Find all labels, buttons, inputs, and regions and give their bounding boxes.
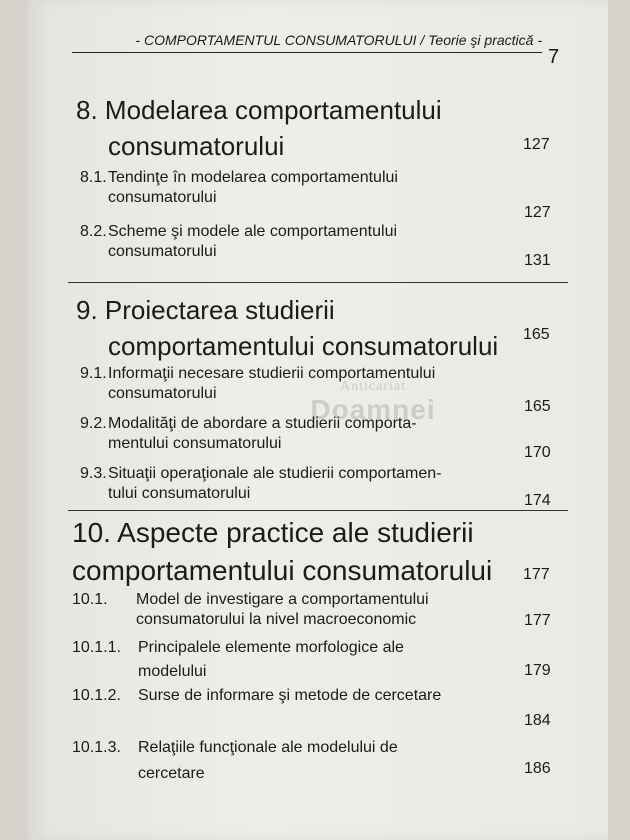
- toc-entry-10-1: [72, 590, 484, 630]
- section-title-line2: cercetare: [138, 765, 205, 782]
- running-header: - COMPORTAMENTUL CONSUMATORULUI / Teorie şi practică -: [135, 32, 542, 48]
- section-title-line2: consumatorului: [108, 243, 217, 260]
- section-9-2-page: 170: [524, 444, 551, 461]
- chapter-10-title-line1: 10. Aspecte practice ale studierii: [72, 517, 474, 548]
- section-number: 8.1.: [80, 169, 107, 186]
- section-title-line2: tului consumatorului: [108, 485, 251, 502]
- chapter-8-page: 127: [523, 136, 550, 153]
- watermark-main-text: Doamnei: [310, 394, 436, 425]
- section-10-1-2-page: 184: [524, 712, 551, 729]
- chapter-9-page: 165: [523, 326, 550, 343]
- section-number: 9.2.: [80, 415, 107, 432]
- chapter-10-title-line2: comportamentului consumatorului: [72, 555, 493, 586]
- section-title-line1: Informaţii necesare studierii comportamentului: [108, 365, 436, 382]
- toc-entry-10-1-1: [72, 638, 484, 682]
- section-title-line1: Relaţiile funcţionale ale modelului de: [138, 739, 398, 756]
- toc-entry-10-1-2: [72, 686, 484, 706]
- section-number: 8.2.: [80, 223, 107, 240]
- section-number: 10.1.2.: [72, 687, 121, 704]
- section-number: 9.3.: [80, 465, 107, 482]
- section-number: 10.1.3.: [72, 739, 121, 756]
- toc-entry-8-2: [80, 222, 485, 262]
- section-10-1-1-page: 179: [524, 662, 551, 679]
- watermark-top-text: Anticariat: [340, 379, 406, 394]
- section-8-1-page: 127: [524, 204, 551, 221]
- section-9-3-page: 174: [524, 492, 551, 509]
- header-rule: [72, 52, 542, 53]
- section-title-line1: Model de investigare a comportamentului: [136, 591, 429, 608]
- toc-entry-9-2: [80, 414, 485, 454]
- section-title-line1: Surse de informare şi metode de cercetare: [138, 687, 442, 704]
- chapter-9-title-line1: 9. Proiectarea studierii: [76, 295, 335, 325]
- chapter-divider: [68, 510, 568, 511]
- chapter-9-title: [76, 292, 506, 364]
- section-number: 10.1.: [72, 591, 108, 608]
- chapter-8-title: [76, 92, 506, 164]
- chapter-10-page: 177: [523, 566, 550, 583]
- section-title-line1: Scheme şi modele ale comportamentului: [108, 223, 398, 240]
- section-title-line1: Modalităţi de abordare a studierii comporta-: [108, 415, 417, 432]
- section-title-line2: consumatorului la nivel macroeconomic: [136, 611, 417, 628]
- section-number: 9.1.: [80, 365, 107, 382]
- toc-entry-9-3: [80, 464, 485, 504]
- section-title-line1: Principalele elemente morfologice ale: [138, 639, 404, 656]
- chapter-10-title: [72, 514, 512, 590]
- section-title-line2: consumatorului: [108, 189, 217, 206]
- section-title-line2: modelului: [138, 663, 207, 680]
- book-page: [28, 0, 608, 840]
- section-title-line2: consumatorului: [108, 385, 217, 402]
- section-10-1-3-page: 186: [524, 760, 551, 777]
- chapter-divider: [68, 282, 568, 283]
- section-title-line1: Situaţii operaţionale ale studierii comportamen-: [108, 465, 442, 482]
- chapter-9-title-line2: comportamentului consumatorului: [108, 331, 499, 361]
- chapter-8-title-line2: consumatorului: [108, 131, 285, 161]
- toc-entry-9-1: [80, 364, 485, 404]
- toc-entry-10-1-3: [72, 738, 484, 784]
- chapter-8-title-line1: 8. Modelarea comportamentului: [76, 95, 442, 125]
- toc-entry-8-1: [80, 168, 485, 208]
- section-10-1-page: 177: [524, 612, 551, 629]
- section-number: 10.1.1.: [72, 639, 121, 656]
- section-9-1-page: 165: [524, 398, 551, 415]
- section-title-line2: mentului consumatorului: [108, 435, 282, 452]
- section-8-2-page: 131: [524, 252, 551, 269]
- section-title-line1: Tendinţe în modelarea comportamentului: [108, 169, 398, 186]
- page-number: 7: [548, 46, 560, 68]
